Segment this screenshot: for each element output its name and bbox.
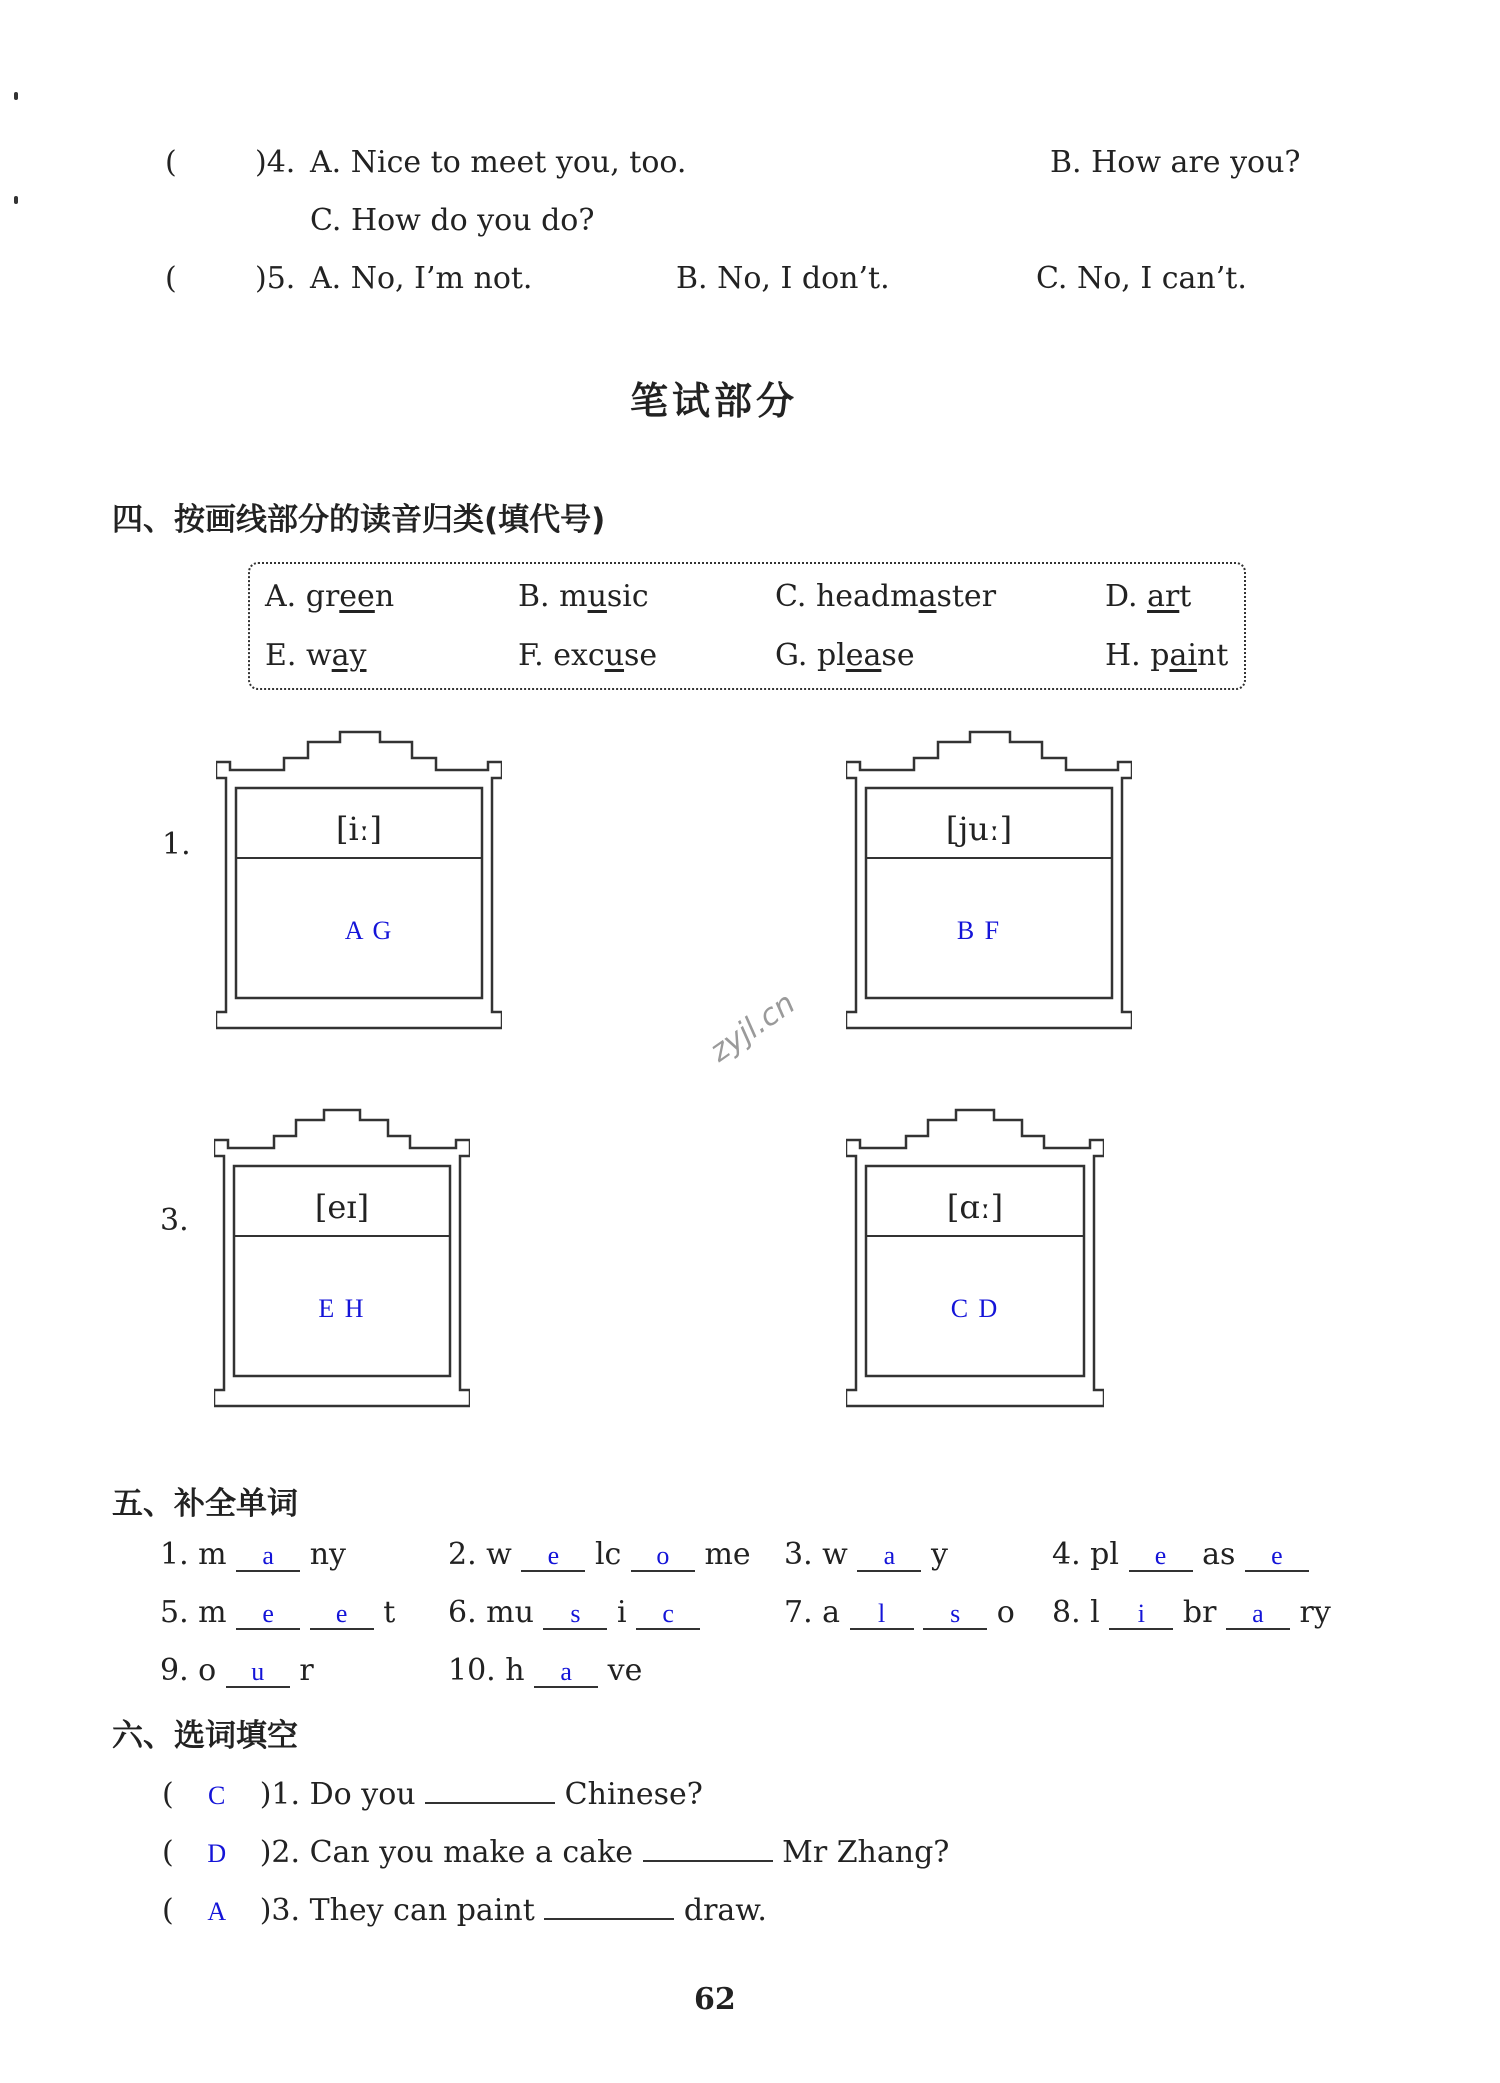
word-c: C. headmaster xyxy=(775,579,997,614)
fill-item-9: 9. o u r xyxy=(160,1653,314,1688)
box4-answer: C D xyxy=(950,1294,1000,1323)
page-number: 62 xyxy=(694,1982,736,2017)
q5-option-a: A. No, I’m not. xyxy=(310,261,533,296)
q4-option-c: C. How do you do? xyxy=(310,203,595,238)
box3-answer: E H xyxy=(318,1294,366,1323)
word-g: G. please xyxy=(775,638,915,673)
fill-item-1: 1. m a ny xyxy=(160,1537,346,1572)
choice-item-1: ( C )1. Do you Chinese? xyxy=(162,1772,703,1810)
word-d: D. art xyxy=(1105,579,1192,614)
box2-answer: B F xyxy=(956,916,1002,945)
q5-open-paren: ( xyxy=(165,261,177,296)
box3-phonetic: [eɪ] xyxy=(314,1188,370,1226)
fill-item-4: 4. pl e as e xyxy=(1052,1540,1309,1572)
q4-number: )4. xyxy=(255,145,296,180)
phonetic-box-1 xyxy=(216,730,502,1030)
fill-item-2: 2. w e lc o me xyxy=(448,1537,751,1572)
phonetic-box-2 xyxy=(846,730,1132,1030)
word-e: E. way xyxy=(265,638,367,673)
part6-heading: 六、选词填空 xyxy=(112,1718,298,1754)
frame-1-outline xyxy=(216,730,502,1030)
word-b: B. music xyxy=(518,579,649,614)
q5-option-c: C. No, I can’t. xyxy=(1036,261,1247,296)
fill-item-6: 6. mu s i c xyxy=(448,1598,700,1630)
word-a: A. green xyxy=(265,579,395,614)
choice-item-2: ( D )2. Can you make a cake Mr Zhang? xyxy=(162,1830,949,1868)
box4-phonetic: [ɑː] xyxy=(946,1188,1004,1226)
frame-3-outline xyxy=(214,1108,470,1408)
word-option-box xyxy=(248,562,1246,690)
frame-2-outline xyxy=(846,730,1132,1030)
part4-heading: 四、按画线部分的读音归类(填代号) xyxy=(112,502,606,538)
box2-phonetic: [juː] xyxy=(945,810,1013,848)
part5-heading: 五、补全单词 xyxy=(112,1486,298,1522)
phonetic-box-3 xyxy=(214,1108,470,1408)
q4-open-paren: ( xyxy=(165,145,177,180)
fill-item-5: 5. m e e t xyxy=(160,1595,396,1630)
box3-number: 3. xyxy=(160,1203,189,1238)
q4-option-a: A. Nice to meet you, too. xyxy=(310,145,687,180)
phonetic-box-4 xyxy=(846,1108,1104,1408)
fill-item-3: 3. w a y xyxy=(784,1537,948,1572)
q4-option-b: B. How are you? xyxy=(1050,145,1301,180)
box1-phonetic: [iː] xyxy=(336,810,382,848)
fill-item-7: 7. a l s o xyxy=(784,1595,1015,1630)
word-f: F. excuse xyxy=(518,638,658,673)
section-title: 笔试部分 xyxy=(630,379,799,423)
box1-number: 1. xyxy=(162,827,191,862)
q5-option-b: B. No, I don’t. xyxy=(676,261,890,296)
choice-item-3: ( A )3. They can paint draw. xyxy=(162,1888,767,1926)
fill-item-10: 10. h a ve xyxy=(448,1653,643,1688)
frame-4-outline xyxy=(846,1108,1104,1408)
word-h: H. paint xyxy=(1105,638,1229,673)
box1-answer: A G xyxy=(344,916,394,945)
fill-item-8: 8. l i br a ry xyxy=(1052,1595,1331,1630)
watermark: zyjl.cn xyxy=(703,985,802,1070)
q5-number: )5. xyxy=(255,261,296,296)
